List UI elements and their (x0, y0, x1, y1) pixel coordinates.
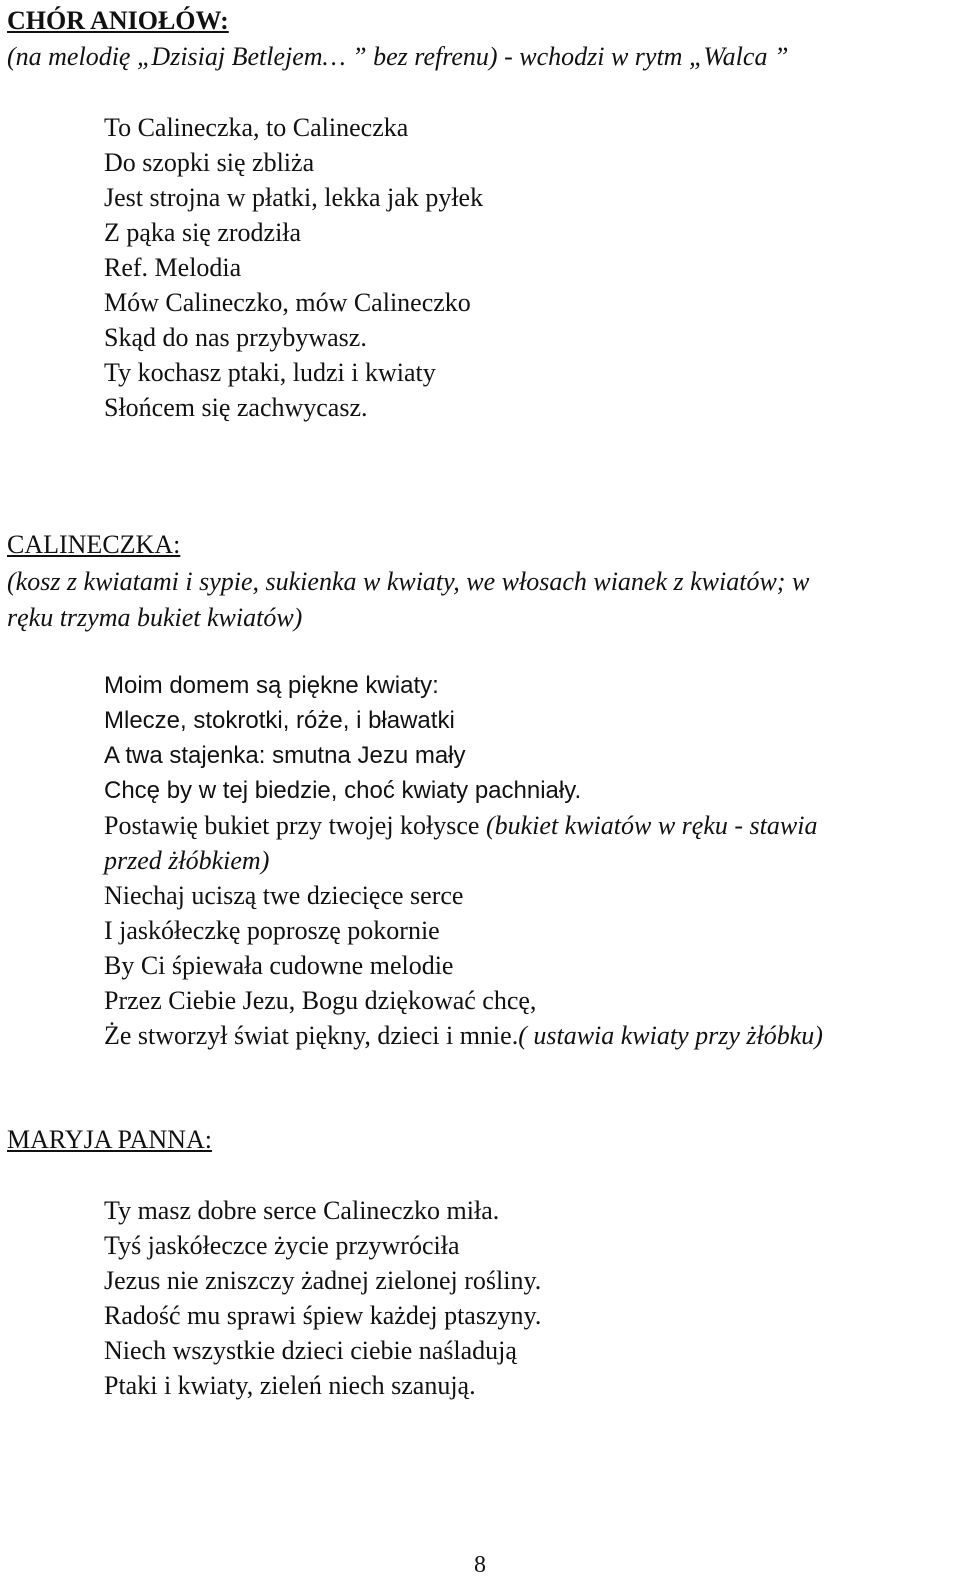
verse-line: Chcę by w tej biedzie, choć kwiaty pachniały. (104, 777, 582, 804)
verse-line: Słońcem się zachwycasz. (104, 393, 368, 422)
verse-line: Przez Ciebie Jezu, Bogu dziękować chcę, (104, 986, 537, 1015)
verse-line: Do szopki się zbliża (104, 148, 315, 177)
stage-direction: ( ustawia kwiaty przy żłóbku) (518, 1021, 823, 1050)
verse-line: Tyś jaskółeczce życie przywróciła (104, 1231, 460, 1260)
verse-line: Mlecze, stokrotki, róże, i bławatki (104, 707, 455, 734)
verse-text: Że stworzył świat piękny, dzieci i mnie. (104, 1021, 519, 1050)
section-subheading (7, 42, 788, 72)
verse-line: Ty kochasz ptaki, ludzi i kwiaty (104, 358, 436, 387)
verse-line: I jaskółeczkę poproszę pokornie (104, 916, 440, 945)
verse-line: Jest strojna w płatki, lekka jak pyłek (104, 183, 484, 212)
verse-calineczka-sans (104, 668, 581, 808)
verse-maryja-panna (104, 1193, 541, 1403)
verse-line: To Calineczka, to Calineczka (104, 113, 409, 142)
stage-direction: (bukiet kwiatów w ręku - stawia (485, 811, 818, 840)
stage-direction: przed żłóbkiem) (104, 846, 270, 875)
section-heading-calineczka: CALINECZKA: (7, 530, 181, 559)
verse-line: Radość mu sprawi śpiew każdej ptaszyny. (104, 1301, 542, 1330)
verse-line: By Ci śpiewała cudowne melodie (104, 951, 454, 980)
verse-line: Mów Calineczko, mów Calineczko (104, 288, 471, 317)
section-heading-maryja-panna: MARYJA PANNA: (7, 1125, 212, 1154)
verse-line: A twa stajenka: smutna Jezu mały (104, 742, 466, 769)
verse-line-last (104, 1018, 823, 1053)
verse-line: Z pąka się zrodziła (104, 218, 302, 247)
verse-line-bukiet (104, 808, 823, 843)
verse-line: Jezus nie zniszczy żadnej zielonej rośliny. (104, 1266, 542, 1295)
verse-text: Postawię bukiet przy twojej kołysce (104, 811, 486, 840)
verse-calineczka (104, 808, 823, 1053)
section-heading-chor-aniolow: CHÓR ANIOŁÓW: (7, 6, 229, 35)
verse-line: Ptaki i kwiaty, zieleń niech szanują. (104, 1371, 476, 1400)
rhythm-note: - wchodzi w rytm „Walca ” (497, 42, 789, 71)
melody-note: (na melodię „Dzisiaj Betlejem… ” bez refrenu) (7, 42, 498, 71)
verse-chor-aniolow (104, 110, 483, 425)
stage-direction-line: ręku trzyma bukiet kwiatów) (7, 603, 303, 632)
verse-line: Moim domem są piękne kwiaty: (104, 672, 439, 699)
verse-line: Niech wszystkie dzieci ciebie naśladują (104, 1336, 517, 1365)
verse-line: Niechaj uciszą twe dziecięce serce (104, 881, 464, 910)
verse-line: Ty masz dobre serce Calineczko miła. (104, 1196, 500, 1225)
page-number: 8 (474, 1552, 486, 1578)
verse-line: Skąd do nas przybywasz. (104, 323, 367, 352)
stage-direction-line: (kosz z kwiatami i sypie, sukienka w kwiaty, we włosach wianek z kwiatów; w (7, 567, 810, 596)
verse-line: Ref. Melodia (104, 253, 242, 282)
